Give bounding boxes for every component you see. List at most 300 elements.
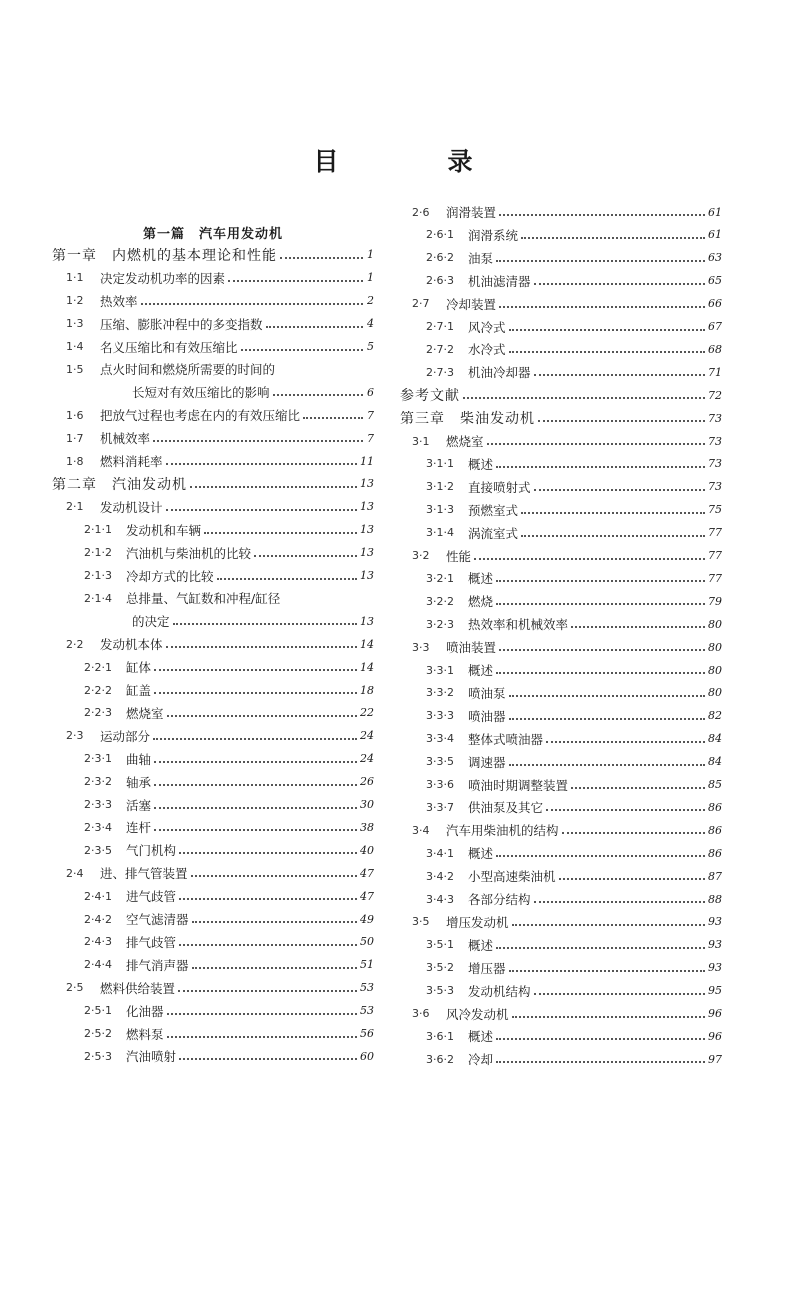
toc-entry[interactable] bbox=[82, 382, 374, 402]
toc-entry-page: 63 bbox=[708, 251, 722, 265]
toc-entry[interactable] bbox=[426, 339, 722, 359]
toc-entry[interactable] bbox=[426, 523, 722, 543]
toc-entry[interactable] bbox=[426, 660, 722, 680]
dot-leader bbox=[463, 397, 705, 399]
toc-entry-number: 2·3·2 bbox=[84, 775, 112, 789]
dot-leader bbox=[521, 512, 705, 514]
page-title: 目 录 bbox=[313, 147, 515, 176]
toc-entry-page: 93 bbox=[708, 915, 722, 929]
toc-entry-page: 96 bbox=[708, 1029, 722, 1043]
toc-entry-page: 95 bbox=[708, 984, 722, 998]
toc-entry-title: 长短对有效压缩比的影响 bbox=[132, 385, 270, 401]
toc-entry[interactable] bbox=[66, 291, 374, 311]
dot-leader bbox=[487, 443, 705, 445]
toc-entry-title: 概述 bbox=[468, 937, 494, 953]
toc-entry-title: 压缩、膨胀冲程中的多变指数 bbox=[100, 316, 263, 332]
toc-entry[interactable] bbox=[426, 935, 722, 955]
toc-entry-title: 水冷式 bbox=[468, 342, 506, 358]
toc-entry[interactable] bbox=[84, 772, 374, 792]
dot-leader bbox=[496, 1061, 705, 1063]
toc-entry[interactable] bbox=[426, 1026, 722, 1046]
dot-leader bbox=[166, 463, 357, 465]
toc-entry[interactable] bbox=[84, 1046, 374, 1066]
toc-entry[interactable] bbox=[412, 202, 722, 222]
toc-entry-title: 活塞 bbox=[126, 797, 152, 813]
toc-entry-number: 3·4·2 bbox=[426, 869, 454, 883]
toc-entry-title: 概述 bbox=[468, 571, 494, 587]
toc-entry[interactable] bbox=[426, 843, 722, 863]
toc-entry-page: 80 bbox=[708, 686, 722, 700]
toc-entry-page: 73 bbox=[708, 457, 722, 471]
toc-entry-title: 的决定 bbox=[132, 614, 170, 630]
dot-leader bbox=[153, 440, 363, 442]
dot-leader bbox=[534, 283, 705, 285]
toc-entry[interactable] bbox=[412, 294, 722, 314]
toc-entry-page: 80 bbox=[708, 617, 722, 631]
toc-entry-number: 2·7·3 bbox=[426, 365, 454, 379]
toc-entry[interactable] bbox=[84, 520, 374, 540]
toc-entry[interactable] bbox=[426, 729, 722, 749]
toc-entry-page: 77 bbox=[708, 526, 722, 540]
toc-entry-page: 53 bbox=[360, 981, 374, 995]
toc-entry-number: 3·2 bbox=[412, 549, 430, 562]
toc-entry-title: 小型高速柴油机 bbox=[468, 869, 556, 885]
dot-leader bbox=[204, 532, 357, 534]
toc-entry-number: 3·3·1 bbox=[426, 663, 454, 677]
toc-entry-title: 喷油泵 bbox=[468, 685, 506, 701]
toc-entry[interactable] bbox=[66, 405, 374, 425]
toc-entry-title: 参考文献 bbox=[400, 388, 460, 405]
toc-entry-page: 73 bbox=[708, 434, 722, 448]
toc-entry-page: 71 bbox=[708, 365, 722, 379]
toc-entry-page: 7 bbox=[367, 408, 374, 422]
toc-entry[interactable] bbox=[52, 245, 374, 265]
toc-entry-page: 49 bbox=[360, 912, 374, 926]
toc-entry[interactable] bbox=[426, 591, 722, 611]
toc-entry-title: 概述 bbox=[468, 456, 494, 472]
toc-entry-title: 机械效率 bbox=[100, 431, 151, 447]
toc-entry-page: 87 bbox=[708, 869, 722, 883]
toc-entry-title: 排气歧管 bbox=[126, 934, 177, 950]
toc-entry-number: 3·1·3 bbox=[426, 503, 454, 517]
toc-entry-title: 冷却方式的比较 bbox=[126, 568, 214, 584]
dot-leader bbox=[496, 672, 705, 674]
dot-leader bbox=[273, 394, 363, 396]
toc-entry-number: 3·3·2 bbox=[426, 686, 454, 700]
toc-entry[interactable] bbox=[84, 795, 374, 815]
toc-entry-number: 2·6·2 bbox=[426, 251, 454, 265]
toc-entry-title: 发动机本体 bbox=[100, 637, 163, 653]
dot-leader bbox=[509, 718, 705, 720]
toc-entry-number: 3·3·4 bbox=[426, 732, 454, 746]
toc-entry[interactable] bbox=[412, 431, 722, 451]
toc-entry-number: 2·3·1 bbox=[84, 752, 112, 766]
toc-entry[interactable] bbox=[52, 474, 374, 494]
dot-leader bbox=[191, 875, 357, 877]
toc-entry-title: 点火时间和燃烧所需要的时间的 bbox=[100, 362, 276, 378]
toc-entry[interactable] bbox=[66, 863, 374, 883]
dot-leader bbox=[546, 809, 705, 811]
toc-entry-page: 30 bbox=[360, 798, 374, 811]
toc-entry[interactable] bbox=[66, 428, 374, 448]
dot-leader bbox=[153, 738, 357, 740]
toc-entry-number: 2·5·3 bbox=[84, 1049, 112, 1063]
toc-entry-number: 2·4·3 bbox=[84, 935, 112, 949]
toc-entry-number: 2·6·3 bbox=[426, 274, 454, 288]
toc-entry[interactable] bbox=[412, 637, 722, 657]
toc-entry-page: 56 bbox=[360, 1027, 374, 1040]
dot-leader bbox=[571, 626, 705, 628]
toc-entry[interactable] bbox=[412, 912, 722, 932]
toc-entry-title: 缸盖 bbox=[126, 683, 152, 698]
dot-leader bbox=[303, 417, 363, 419]
toc-entry-page: 22 bbox=[360, 706, 374, 720]
toc-entry-number: 3·3·3 bbox=[426, 709, 454, 723]
dot-leader bbox=[496, 603, 705, 605]
toc-entry[interactable] bbox=[84, 657, 374, 677]
dot-leader bbox=[179, 852, 357, 854]
toc-entry-number: 2·4·1 bbox=[84, 889, 112, 903]
toc-entry-number: 1·7 bbox=[66, 431, 84, 445]
toc-entry-number: 3·3 bbox=[412, 640, 430, 654]
toc-entry-title: 调速器 bbox=[468, 754, 506, 770]
toc-entry-title: 增压发动机 bbox=[446, 914, 509, 930]
toc-entry-title: 润滑装置 bbox=[446, 205, 497, 220]
dot-leader bbox=[154, 807, 357, 809]
toc-entry-page: 80 bbox=[708, 640, 722, 654]
toc-entry-page: 84 bbox=[708, 755, 722, 769]
toc-entry[interactable] bbox=[84, 817, 374, 837]
dot-leader bbox=[512, 924, 705, 926]
toc-entry[interactable] bbox=[66, 314, 374, 334]
toc-entry[interactable] bbox=[426, 958, 722, 978]
toc-entry-title: 第一章 内燃机的基本理论和性能 bbox=[52, 247, 277, 264]
toc-entry-number: 1·2 bbox=[66, 294, 84, 308]
toc-entry-page: 82 bbox=[708, 709, 722, 723]
toc-entry-number: 3·4·1 bbox=[426, 846, 454, 860]
dot-leader bbox=[509, 351, 705, 353]
toc-entry-number: 1·1 bbox=[66, 271, 84, 285]
toc-entry-title: 轴承 bbox=[126, 774, 152, 790]
toc-entry[interactable] bbox=[426, 683, 722, 703]
dot-leader bbox=[546, 741, 705, 743]
dot-leader bbox=[509, 764, 705, 766]
toc-entry[interactable] bbox=[66, 451, 374, 471]
toc-entry-number: 2·4 bbox=[66, 866, 84, 880]
toc-entry[interactable] bbox=[66, 497, 374, 517]
toc-entry-title: 喷油时期调整装置 bbox=[468, 777, 569, 793]
dot-leader bbox=[499, 649, 705, 651]
toc-entry-title: 发动机结构 bbox=[468, 983, 531, 999]
toc-entry-title: 曲轴 bbox=[126, 751, 152, 767]
toc-entry-page: 61 bbox=[708, 205, 722, 219]
toc-entry-page: 93 bbox=[708, 938, 722, 952]
toc-entry-page: 86 bbox=[708, 846, 722, 860]
dot-leader bbox=[154, 829, 357, 831]
toc-entry-title: 概述 bbox=[468, 846, 494, 862]
dot-leader bbox=[496, 466, 705, 468]
toc-entry-number: 2·4·4 bbox=[84, 958, 112, 972]
toc-entry-page: 18 bbox=[360, 683, 374, 697]
toc-entry-number: 3·3·6 bbox=[426, 778, 454, 791]
toc-entry[interactable] bbox=[84, 749, 374, 769]
toc-entry-number: 2·6 bbox=[412, 205, 430, 219]
toc-entry-title: 第一篇 汽车用发动机 bbox=[142, 226, 283, 242]
toc-entry-page: 5 bbox=[367, 340, 374, 353]
toc-entry[interactable] bbox=[84, 840, 374, 860]
toc-entry-title: 把放气过程也考虑在内的有效压缩比 bbox=[100, 408, 301, 424]
toc-entry-title: 进、排气管装置 bbox=[100, 866, 188, 882]
toc-entry-number: 1·5 bbox=[66, 362, 84, 376]
toc-entry-title: 风冷发动机 bbox=[446, 1006, 509, 1022]
toc-entry-page: 13 bbox=[360, 477, 374, 491]
toc-entry-title: 名义压缩比和有效压缩比 bbox=[100, 339, 238, 355]
dot-leader bbox=[179, 1058, 357, 1060]
toc-entry-page: 1 bbox=[367, 248, 374, 262]
dot-leader bbox=[141, 303, 363, 305]
toc-entry[interactable] bbox=[84, 703, 374, 723]
toc-entry-page: 26 bbox=[360, 775, 374, 789]
dot-leader bbox=[562, 832, 705, 834]
toc-entry[interactable] bbox=[84, 886, 374, 906]
dot-leader bbox=[154, 692, 357, 694]
toc-entry-number: 2·7·1 bbox=[426, 320, 454, 333]
toc-entry-page: 96 bbox=[708, 1007, 722, 1020]
toc-entry-number: 2·6·1 bbox=[426, 228, 454, 242]
toc-entry-number: 2·1·1 bbox=[84, 523, 112, 537]
dot-leader bbox=[521, 535, 705, 537]
toc-entry-title: 直接喷射式 bbox=[468, 479, 531, 495]
toc-entry[interactable] bbox=[426, 775, 722, 795]
toc-entry[interactable] bbox=[66, 337, 374, 357]
toc-entry-page: 24 bbox=[360, 752, 374, 766]
toc-entry[interactable] bbox=[66, 268, 374, 288]
toc-entry-page: 73 bbox=[708, 411, 722, 425]
toc-entry-number: 2·1·4 bbox=[84, 591, 112, 605]
toc-entry-number: 3·6 bbox=[412, 1007, 430, 1020]
toc-entry-title: 发动机设计 bbox=[100, 499, 163, 515]
toc-entry-title: 汽油喷射 bbox=[126, 1049, 177, 1065]
toc-entry-title: 机油滤清器 bbox=[468, 273, 531, 289]
toc-entry-number: 2·2·1 bbox=[84, 660, 112, 674]
toc-entry-title: 连杆 bbox=[126, 820, 152, 836]
toc-entry[interactable] bbox=[412, 1004, 722, 1024]
toc-entry[interactable] bbox=[426, 752, 722, 772]
dot-leader bbox=[512, 1016, 705, 1018]
toc-entry[interactable] bbox=[84, 932, 374, 952]
toc-entry-title: 各部分结构 bbox=[468, 892, 531, 907]
toc-entry[interactable] bbox=[426, 889, 722, 909]
dot-leader bbox=[534, 489, 705, 491]
toc-entry-page: 4 bbox=[367, 317, 374, 331]
dot-leader bbox=[571, 787, 705, 789]
toc-entry-page: 86 bbox=[708, 823, 722, 837]
toc-entry[interactable] bbox=[84, 909, 374, 929]
toc-entry-page: 85 bbox=[708, 778, 722, 791]
toc-entry[interactable] bbox=[412, 546, 722, 566]
dot-leader bbox=[496, 947, 705, 949]
toc-entry-number: 3·5·3 bbox=[426, 984, 454, 998]
toc-entry-page: 86 bbox=[708, 800, 722, 814]
toc-entry-page: 14 bbox=[360, 660, 374, 674]
toc-entry-title: 缸体 bbox=[126, 660, 152, 676]
toc-entry-title: 燃料供给装置 bbox=[100, 980, 176, 996]
toc-entry-number: 1·8 bbox=[66, 454, 84, 468]
dot-leader bbox=[179, 944, 357, 946]
toc-entry-number: 2·3·5 bbox=[84, 843, 112, 857]
dot-leader bbox=[509, 970, 705, 972]
toc-entry[interactable] bbox=[426, 225, 722, 245]
toc-entry-title: 汽车用柴油机的结构 bbox=[446, 823, 559, 839]
toc-entry-page: 75 bbox=[708, 503, 722, 517]
toc-entry-title: 风冷式 bbox=[468, 319, 506, 335]
toc-entry-number: 2·5 bbox=[66, 981, 84, 995]
dot-leader bbox=[178, 990, 357, 992]
dot-leader bbox=[154, 784, 357, 786]
toc-entry[interactable] bbox=[400, 385, 722, 405]
dot-leader bbox=[496, 260, 705, 262]
toc-entry-title: 机油冷却器 bbox=[468, 365, 531, 381]
toc-entry-number: 3·1·2 bbox=[426, 480, 454, 494]
toc-entry-title: 热效率 bbox=[100, 293, 138, 309]
toc-entry[interactable] bbox=[426, 797, 722, 817]
toc-entry[interactable] bbox=[426, 477, 722, 497]
toc-entry[interactable] bbox=[426, 706, 722, 726]
toc-entry-number: 2·7 bbox=[412, 297, 430, 311]
toc-entry-title: 增压器 bbox=[468, 960, 506, 976]
toc-entry[interactable] bbox=[426, 317, 722, 337]
toc-entry-number: 3·2·2 bbox=[426, 594, 454, 608]
toc-entry-number: 2·3·3 bbox=[84, 798, 112, 811]
dot-leader bbox=[509, 695, 705, 697]
dot-leader bbox=[496, 1038, 705, 1040]
toc-entry-number: 1·4 bbox=[66, 340, 84, 353]
toc-entry-number: 3·3·5 bbox=[426, 755, 454, 769]
dot-leader bbox=[192, 921, 357, 923]
toc-entry-title: 冷却装置 bbox=[446, 296, 497, 312]
toc-entry-page: 50 bbox=[360, 935, 374, 949]
toc-entry-number: 3·2·3 bbox=[426, 617, 454, 631]
toc-entry[interactable] bbox=[66, 726, 374, 746]
toc-entry-page: 13 bbox=[360, 500, 374, 514]
toc-entry-number: 3·4·3 bbox=[426, 892, 454, 906]
toc-entry[interactable] bbox=[84, 543, 374, 563]
toc-entry-number: 3·1·1 bbox=[426, 457, 454, 471]
toc-entry-title: 燃烧 bbox=[468, 594, 494, 610]
toc-entry[interactable] bbox=[84, 1001, 374, 1021]
toc-entry-page: 84 bbox=[708, 732, 722, 746]
toc-entry-page: 73 bbox=[708, 480, 722, 494]
toc-entry-title: 性能 bbox=[446, 548, 472, 564]
toc-entry-page: 61 bbox=[708, 228, 722, 242]
dot-leader bbox=[254, 555, 357, 557]
toc-entry-number: 2·1·3 bbox=[84, 569, 112, 582]
toc-entry-page: 77 bbox=[708, 571, 722, 585]
toc-entry[interactable] bbox=[426, 1049, 722, 1069]
toc-entry-title: 油泵 bbox=[468, 250, 494, 266]
toc-entry[interactable] bbox=[66, 634, 374, 654]
toc-entry-number: 2·2·3 bbox=[84, 706, 112, 720]
toc-entry-page: 7 bbox=[367, 431, 374, 445]
toc-entry[interactable] bbox=[426, 362, 722, 382]
toc-entry-title: 燃料消耗率 bbox=[100, 454, 163, 469]
dot-leader bbox=[521, 237, 705, 239]
toc-entry[interactable] bbox=[52, 222, 374, 242]
toc-entry[interactable] bbox=[426, 614, 722, 634]
toc-entry-number: 2·3 bbox=[66, 729, 84, 743]
dot-leader bbox=[534, 374, 705, 376]
toc-entry-page: 66 bbox=[708, 297, 722, 311]
toc-entry[interactable] bbox=[426, 866, 722, 886]
toc-entry-page: 2 bbox=[367, 294, 374, 308]
toc-entry-title: 冷却 bbox=[468, 1052, 494, 1068]
toc-entry[interactable] bbox=[84, 680, 374, 700]
toc-entry-title: 汽油机与柴油机的比较 bbox=[126, 545, 252, 561]
toc-entry-number: 3·5·1 bbox=[426, 938, 454, 952]
toc-entry-page: 24 bbox=[360, 729, 374, 743]
toc-entry[interactable] bbox=[84, 955, 374, 975]
toc-entry[interactable] bbox=[426, 500, 722, 520]
toc-entry-title: 进气歧管 bbox=[126, 889, 177, 905]
toc-entry[interactable] bbox=[426, 248, 722, 268]
dot-leader bbox=[192, 967, 357, 969]
toc-entry-page: 72 bbox=[708, 388, 722, 402]
toc-entry-number: 2·7·2 bbox=[426, 342, 454, 356]
dot-leader bbox=[173, 623, 357, 625]
dot-leader bbox=[154, 669, 357, 671]
dot-leader bbox=[228, 280, 363, 282]
toc-entry-page: 13 bbox=[360, 614, 374, 628]
toc-entry-title: 燃烧室 bbox=[446, 434, 484, 449]
dot-leader bbox=[266, 326, 363, 328]
toc-entry[interactable] bbox=[426, 568, 722, 588]
dot-leader bbox=[166, 509, 357, 511]
toc-entry[interactable] bbox=[82, 611, 374, 631]
toc-entry[interactable] bbox=[412, 820, 722, 840]
dot-leader bbox=[280, 257, 363, 259]
toc-entry-title: 第二章 汽油发动机 bbox=[52, 476, 187, 493]
toc-entry[interactable] bbox=[426, 981, 722, 1001]
toc-entry-page: 47 bbox=[360, 866, 374, 880]
toc-entry-page: 13 bbox=[360, 523, 374, 537]
toc-entry-page: 11 bbox=[360, 454, 374, 468]
toc-entry[interactable] bbox=[84, 1024, 374, 1044]
toc-entry-title: 涡流室式 bbox=[468, 525, 519, 541]
toc-entry-number: 2·1·2 bbox=[84, 546, 112, 560]
toc-entry-page: 93 bbox=[708, 961, 722, 975]
toc-entry[interactable] bbox=[84, 588, 374, 608]
toc-entry[interactable] bbox=[426, 454, 722, 474]
dot-leader bbox=[499, 214, 705, 216]
toc-entry-title: 概述 bbox=[468, 663, 494, 678]
toc-entry[interactable] bbox=[66, 978, 374, 998]
dot-leader bbox=[538, 420, 705, 422]
toc-entry-title: 供油泵及其它 bbox=[468, 800, 544, 816]
toc-entry[interactable] bbox=[426, 271, 722, 291]
toc-entry-number: 2·5·1 bbox=[84, 1004, 112, 1018]
dot-leader bbox=[509, 329, 705, 331]
toc-entry-title: 预燃室式 bbox=[468, 502, 519, 518]
toc-entry[interactable] bbox=[400, 408, 722, 428]
toc-entry-page: 65 bbox=[708, 274, 722, 288]
toc-entry[interactable] bbox=[66, 359, 374, 379]
toc-entry-page: 97 bbox=[708, 1052, 722, 1066]
toc-entry-title: 化油器 bbox=[126, 1003, 164, 1019]
dot-leader bbox=[167, 1036, 357, 1038]
toc-entry[interactable] bbox=[84, 566, 374, 586]
toc-entry-number: 3·5·2 bbox=[426, 961, 454, 975]
dot-leader bbox=[496, 580, 705, 582]
